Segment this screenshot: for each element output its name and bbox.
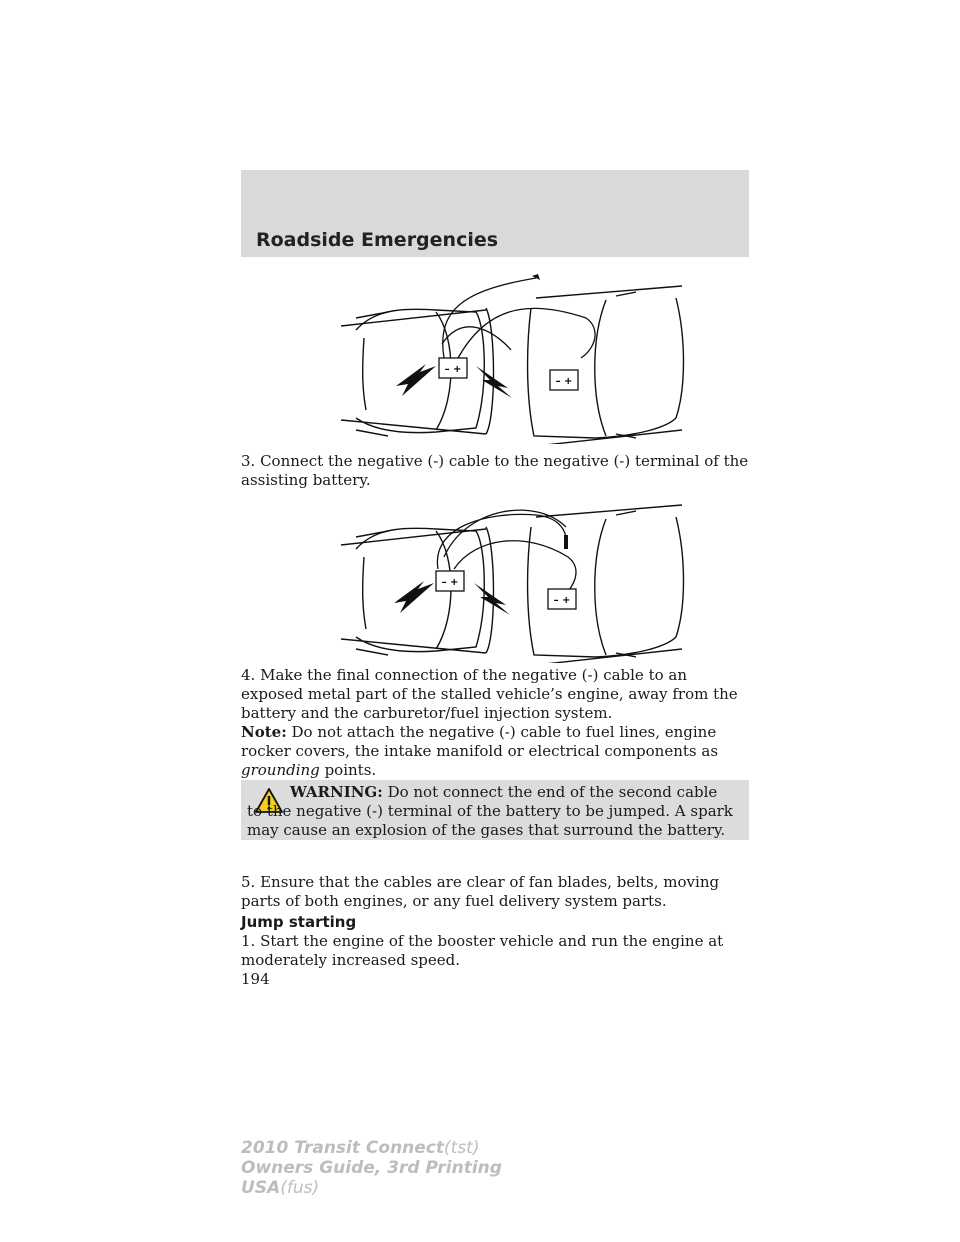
note-paragraph — [241, 723, 749, 780]
step-5-text: 5. Ensure that the cables are clear of fan blades, belts, moving parts of both engines, or any fuel delivery system parts. — [241, 873, 720, 910]
spark-icon — [396, 364, 436, 396]
note-tail: points. — [324, 761, 377, 779]
ground-clamp-icon — [564, 535, 568, 549]
footer-guide: Owners Guide, 3rd Printing — [241, 1158, 502, 1178]
battery-left — [436, 571, 464, 591]
spark-icon — [394, 581, 434, 613]
jumper-cables — [442, 278, 595, 358]
subheading-jump-starting: Jump starting — [241, 913, 357, 931]
page-number: 194 — [241, 970, 270, 988]
note-text: Do not attach the negative (-) cable to fuel lines, engine rocker covers, the intake manifold or electrical components as — [241, 723, 719, 760]
step-4-text: 4. Make the final connection of the negative (-) cable to an exposed metal part of the stalled vehicle’s engine, away from the battery and the carburetor/fuel injection system. — [241, 666, 738, 722]
footer-model: 2010 Transit Connect — [241, 1138, 445, 1158]
spark-icon — [474, 583, 510, 615]
footer-market: USA — [241, 1178, 281, 1198]
warning-box — [241, 780, 749, 840]
battery-left — [439, 358, 467, 378]
warning-label: WARNING: — [290, 783, 383, 801]
battery-right — [548, 589, 576, 609]
vehicle-outlines — [341, 286, 684, 444]
footer-market-code: (fus) — [280, 1178, 320, 1198]
svg-text:– +: – + — [555, 376, 573, 387]
battery-right — [550, 370, 578, 390]
jump-start-diagram-1 — [336, 268, 688, 444]
note-emphasis: grounding — [241, 761, 320, 779]
svg-text:– +: – + — [444, 364, 462, 375]
warning-text: Do not connect the end of the second cable to the negative (-) terminal of the battery to be jumped. A spark may cause an explosion of the gases that surround the battery. — [247, 783, 733, 839]
svg-text:– +: – + — [441, 577, 459, 588]
footer-model-code: (tst) — [444, 1138, 480, 1158]
warning-paragraph — [241, 783, 737, 840]
vehicle-outlines — [341, 505, 684, 663]
note-label: Note: — [241, 723, 287, 741]
footer-print-info — [241, 1138, 502, 1198]
svg-text:– +: – + — [553, 595, 571, 606]
jump-start-diagram-2 — [336, 487, 688, 663]
section-header — [241, 170, 749, 257]
section-title: Roadside Emergencies — [256, 229, 499, 251]
step-3-text: 3. Connect the negative (-) cable to the negative (-) terminal of the assisting battery. — [241, 452, 749, 489]
step-1-text: 1. Start the engine of the booster vehicle and run the engine at moderately increased speed. — [241, 932, 724, 969]
